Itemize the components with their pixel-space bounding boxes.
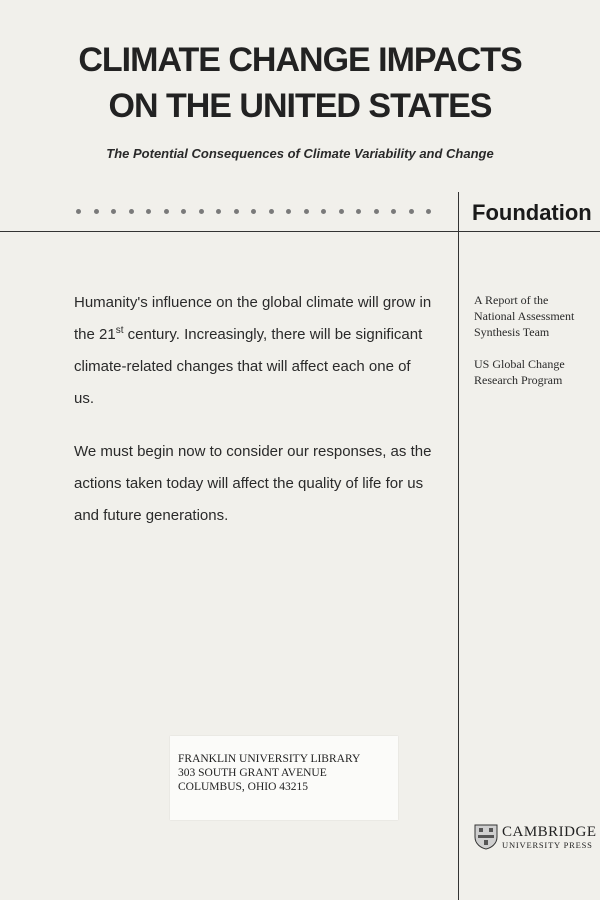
leader-dot [304,209,309,214]
program-line: Research Program [474,373,563,387]
section-title: Foundation [472,200,592,225]
dotted-leader [76,209,431,214]
library-street: 303 SOUTH GRANT AVENUE [178,767,327,779]
leader-dot [374,209,379,214]
leader-dot [216,209,221,214]
intro-text-start: Humanity's influence on the global climate will grow in the 21 [74,294,432,343]
publisher-name: CAMBRIDGE [502,823,597,840]
leader-dot [409,209,414,214]
program-attribution [474,356,600,388]
program-line: US Global Change [474,357,565,371]
leader-dot [269,209,274,214]
leader-dot [76,209,81,214]
vertical-rule [458,192,459,900]
leader-dot [339,209,344,214]
intro-text-end: century. Increasingly, there will be significant climate-related changes that will affect each one of us. [74,326,423,407]
horizontal-rule [0,231,600,232]
call-to-action-paragraph: We must begin now to consider our responses, as the actions taken today will affect the quality of life for us and future generations. [74,443,432,524]
publisher-logo [474,822,600,852]
library-city: COLUMBUS, OHIO 43215 [178,781,309,793]
leader-dot [129,209,134,214]
leader-dot [146,209,151,214]
leader-dot [164,209,169,214]
leader-dot [251,209,256,214]
library-name: FRANKLIN UNIVERSITY LIBRARY [178,753,361,765]
cambridge-shield-icon [474,824,498,850]
subtitle: The Potential Consequences of Climate Variability and Change [106,146,494,161]
leader-dot [286,209,291,214]
leader-dot [181,209,186,214]
leader-dot [391,209,396,214]
leader-dot [426,209,431,214]
leader-dot [111,209,116,214]
leader-dot [321,209,326,214]
leader-dot [234,209,239,214]
report-line: A Report of the [474,293,549,307]
report-attribution [474,292,600,340]
leader-dot [94,209,99,214]
intro-paragraph [74,287,434,415]
publisher-subname: UNIVERSITY PRESS [502,839,593,850]
leader-dot [199,209,204,214]
leader-dot [356,209,361,214]
ordinal-suffix: st [115,325,124,336]
library-label [170,736,398,820]
title-line-1: CLIMATE CHANGE IMPACTS [78,41,522,79]
title-line-2: ON THE UNITED STATES [108,87,492,125]
report-line: Synthesis Team [474,325,550,339]
report-line: National Assessment [474,309,575,323]
